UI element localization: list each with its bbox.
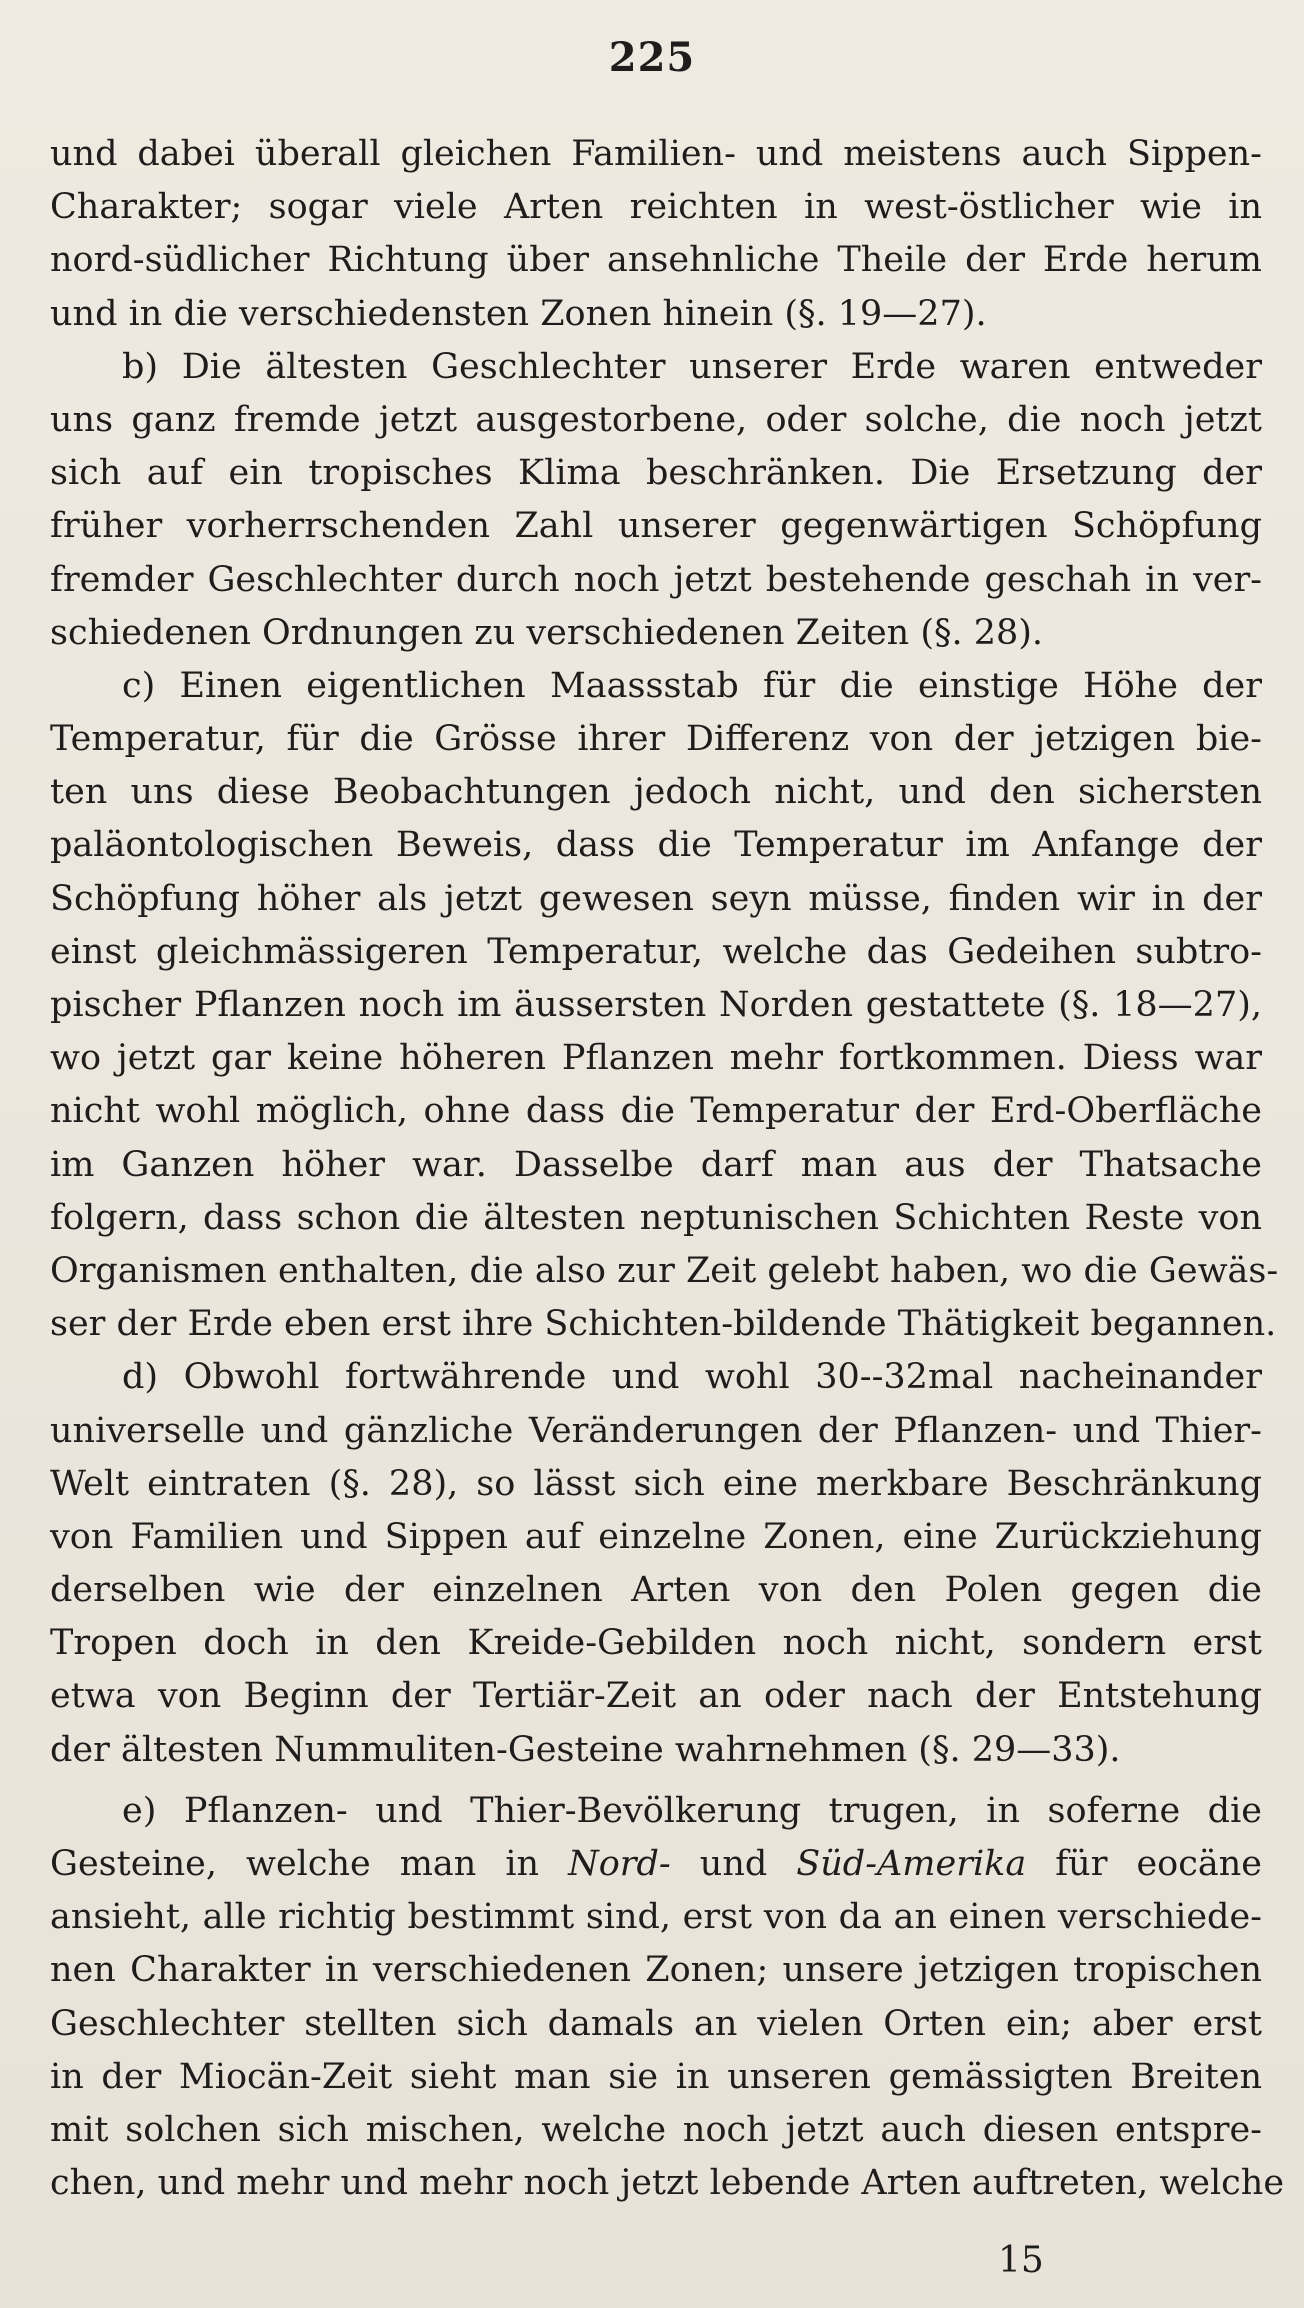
- text-line: universelle und gänzliche Veränderungen der Pflanzen- und Thier-: [50, 1410, 1262, 1451]
- text-line: derselben wie der einzelnen Arten von den Polen gegen die: [50, 1570, 1262, 1611]
- text-line: chen, und mehr und mehr noch jetzt lebende Arten auftreten, welche: [50, 2163, 1285, 2204]
- text-segment: und: [670, 1844, 797, 1884]
- text-line: wo jetzt gar keine höheren Pflanzen mehr fortkommen. Diess war: [50, 1038, 1262, 1079]
- text-line: folgern, dass schon die ältesten neptunischen Schichten Reste von: [50, 1197, 1262, 1238]
- text-line: und dabei überall gleichen Familien- und meistens auch Sippen-: [50, 134, 1262, 174]
- body-text: [50, 128, 1285, 2210]
- text-line: c) Einen eigentlichen Maassstab für die einstige Höhe der: [122, 665, 1262, 706]
- text-line: etwa von Beginn der Tertiär-Zeit an oder nach der Entstehung: [50, 1676, 1262, 1717]
- text-line: d) Obwohl fortwährende und wohl 30--32mal nacheinander: [122, 1357, 1262, 1398]
- text-line: [50, 1838, 1262, 1891]
- text-segment: Gesteine, welche man in: [50, 1844, 569, 1884]
- text-line: einst gleichmässigeren Temperatur, welche das Gedeihen subtro-: [50, 931, 1262, 972]
- italic-place-name: Süd-Amerika: [796, 1844, 1027, 1884]
- text-line: nen Charakter in verschiedenen Zonen; unsere jetzigen tropischen: [50, 1950, 1262, 1991]
- text-line: früher vorherrschenden Zahl unserer gegenwärtigen Schöpfung: [50, 506, 1262, 547]
- text-line: in der Miocän-Zeit sieht man sie in unseren gemässigten Breiten: [50, 2056, 1262, 2097]
- text-segment: für eocäne: [1026, 1844, 1262, 1884]
- text-line: ser der Erde eben erst ihre Schichten-bildende Thätigkeit begannen.: [50, 1304, 1277, 1345]
- text-line: der ältesten Nummuliten-Gesteine wahrnehmen (§. 29—33).: [50, 1729, 1121, 1770]
- text-line: und in die verschiedensten Zonen hinein (§. 19—27).: [50, 293, 987, 334]
- text-line: Organismen enthalten, die also zur Zeit gelebt haben, wo die Gewäs-: [50, 1250, 1279, 1291]
- page-number: 225: [608, 34, 696, 81]
- text-line: b) Die ältesten Geschlechter unserer Erde waren entweder: [122, 346, 1262, 387]
- text-line: paläontologischen Beweis, dass die Temperatur im Anfange der: [50, 825, 1262, 866]
- text-line: Welt eintraten (§. 28), so lässt sich eine merkbare Beschränkung: [50, 1463, 1262, 1504]
- italic-place-name: Nord-: [568, 1844, 671, 1884]
- text-line: mit solchen sich mischen, welche noch jetzt auch diesen entspre-: [50, 2109, 1262, 2150]
- text-line: im Ganzen höher war. Dasselbe darf man aus der Thatsache: [50, 1144, 1262, 1185]
- text-line: ten uns diese Beobachtungen jedoch nicht, und den sichersten: [50, 772, 1262, 813]
- text-line: nicht wohl möglich, ohne dass die Temperatur der Erd-Oberfläche: [50, 1091, 1262, 1132]
- text-line: Temperatur, für die Grösse ihrer Differenz von der jetzigen bie-: [50, 719, 1262, 760]
- text-line: schiedenen Ordnungen zu verschiedenen Zeiten (§. 28).: [50, 612, 1044, 653]
- signature-mark: 15: [998, 2240, 1044, 2281]
- text-line: Charakter; sogar viele Arten reichten in west-östlicher wie in: [50, 187, 1262, 228]
- text-line: uns ganz fremde jetzt ausgestorbene, oder solche, die noch jetzt: [50, 399, 1262, 440]
- text-line: von Familien und Sippen auf einzelne Zonen, eine Zurückziehung: [50, 1516, 1262, 1557]
- text-line: sich auf ein tropisches Klima beschränken. Die Ersetzung der: [50, 453, 1262, 494]
- text-line: Schöpfung höher als jetzt gewesen seyn müsse, finden wir in der: [50, 878, 1262, 919]
- text-line: Tropen doch in den Kreide-Gebilden noch nicht, sondern erst: [50, 1623, 1262, 1664]
- text-line: pischer Pflanzen noch im äussersten Norden gestattete (§. 18—27),: [50, 985, 1262, 1025]
- text-line: Geschlechter stellten sich damals an vielen Orten ein; aber erst: [50, 2003, 1262, 2044]
- text-line: nord-südlicher Richtung über ansehnliche Theile der Erde herum: [50, 240, 1262, 281]
- text-line: fremder Geschlechter durch noch jetzt bestehende geschah in ver-: [50, 559, 1262, 600]
- text-line: ansieht, alle richtig bestimmt sind, erst von da an einen verschiede-: [50, 1897, 1262, 1938]
- text-line: e) Pflanzen- und Thier-Bevölkerung trugen, in soferne die: [122, 1790, 1262, 1831]
